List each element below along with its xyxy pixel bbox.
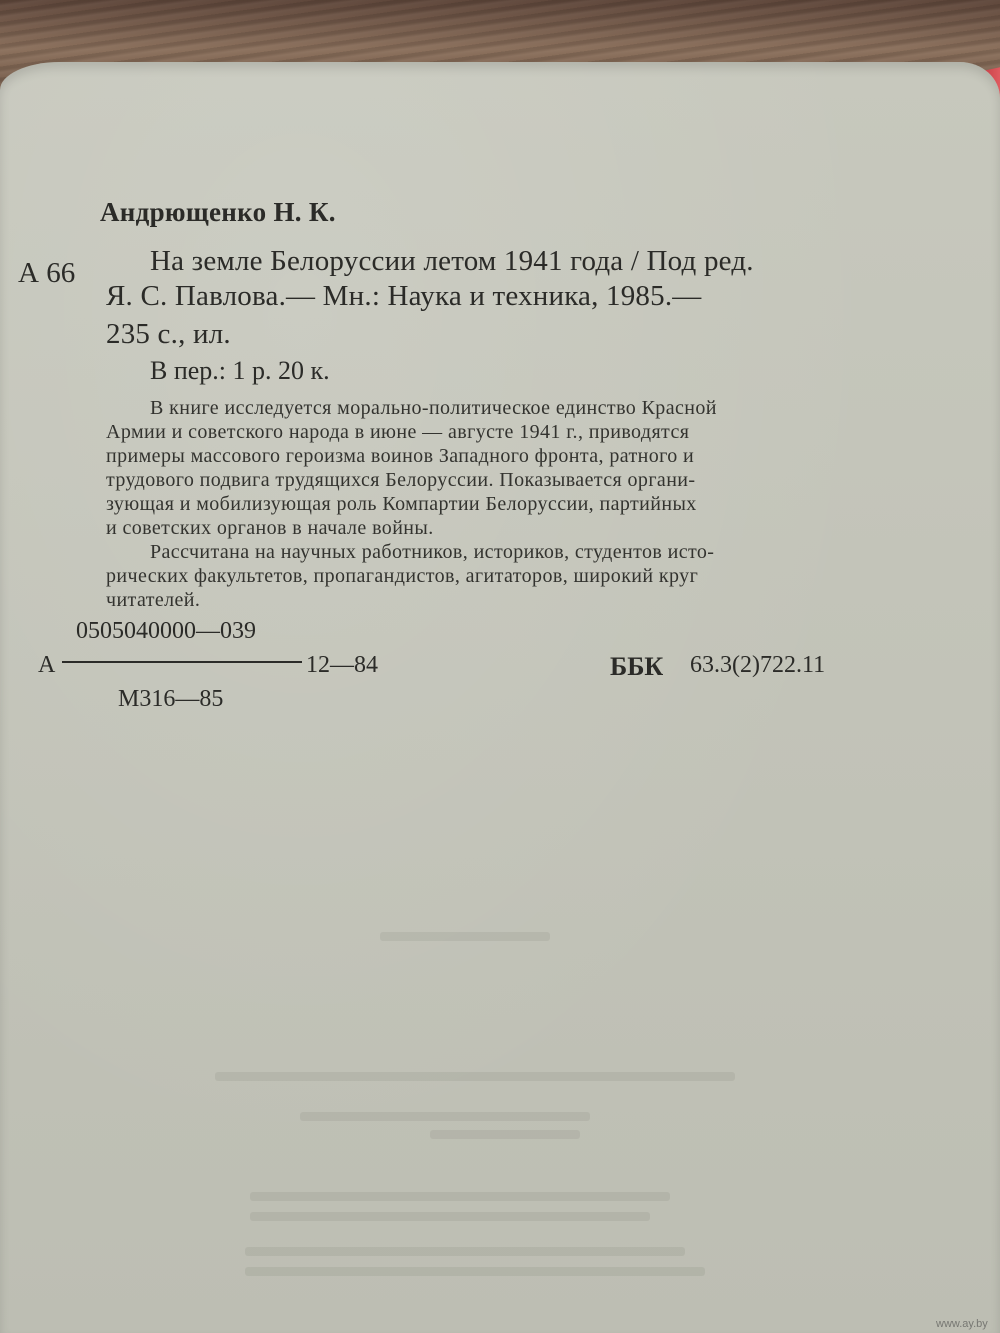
annotation-line: зующая и мобилизующая роль Компартии Белоруссии, партийных [106,493,697,515]
bibliographic-pages-line: 235 с., ил. [106,318,231,350]
classification-suffix: 12—84 [306,652,378,678]
bbk-value: 63.3(2)722.11 [690,652,826,678]
annotation-line: Армии и советского народа в июне — августе 1941 г., приводятся [106,421,690,443]
classification-denominator: М316—85 [118,686,224,712]
author-heading: Андрющенко Н. К. [100,197,336,227]
catalog-index: А 66 [18,257,76,289]
price-line: В пер.: 1 р. 20 к. [150,356,330,385]
bibliographic-publisher-line: Я. С. Павлова.— Мн.: Наука и техника, 1985.— [106,280,702,312]
bibliographic-title-line: На земле Белоруссии летом 1941 года / Под ред. [150,245,754,277]
bbk-label: ББК [610,652,664,681]
annotation-line: и советских органов в начале войны. [106,517,434,539]
annotation-line: рических факультетов, пропагандистов, агитаторов, широкий круг [106,565,699,587]
annotation-line: трудового подвига трудящихся Белоруссии. Показывается органи- [106,469,696,491]
annotation-line: читателей. [106,589,201,611]
classification-fraction-rule [62,661,302,663]
book-page [0,62,1000,1333]
annotation-line: примеры массового героизма воинов Западного фронта, ратного и [106,445,695,467]
watermark: www.ay.by [936,1318,988,1330]
annotation-line: В книге исследуется морально-политическое единство Красной [150,397,717,419]
classification-numerator: 0505040000—039 [76,618,256,644]
annotation-line: Рассчитана на научных работников, историков, студентов исто- [150,541,715,563]
classification-prefix: А [38,652,56,678]
